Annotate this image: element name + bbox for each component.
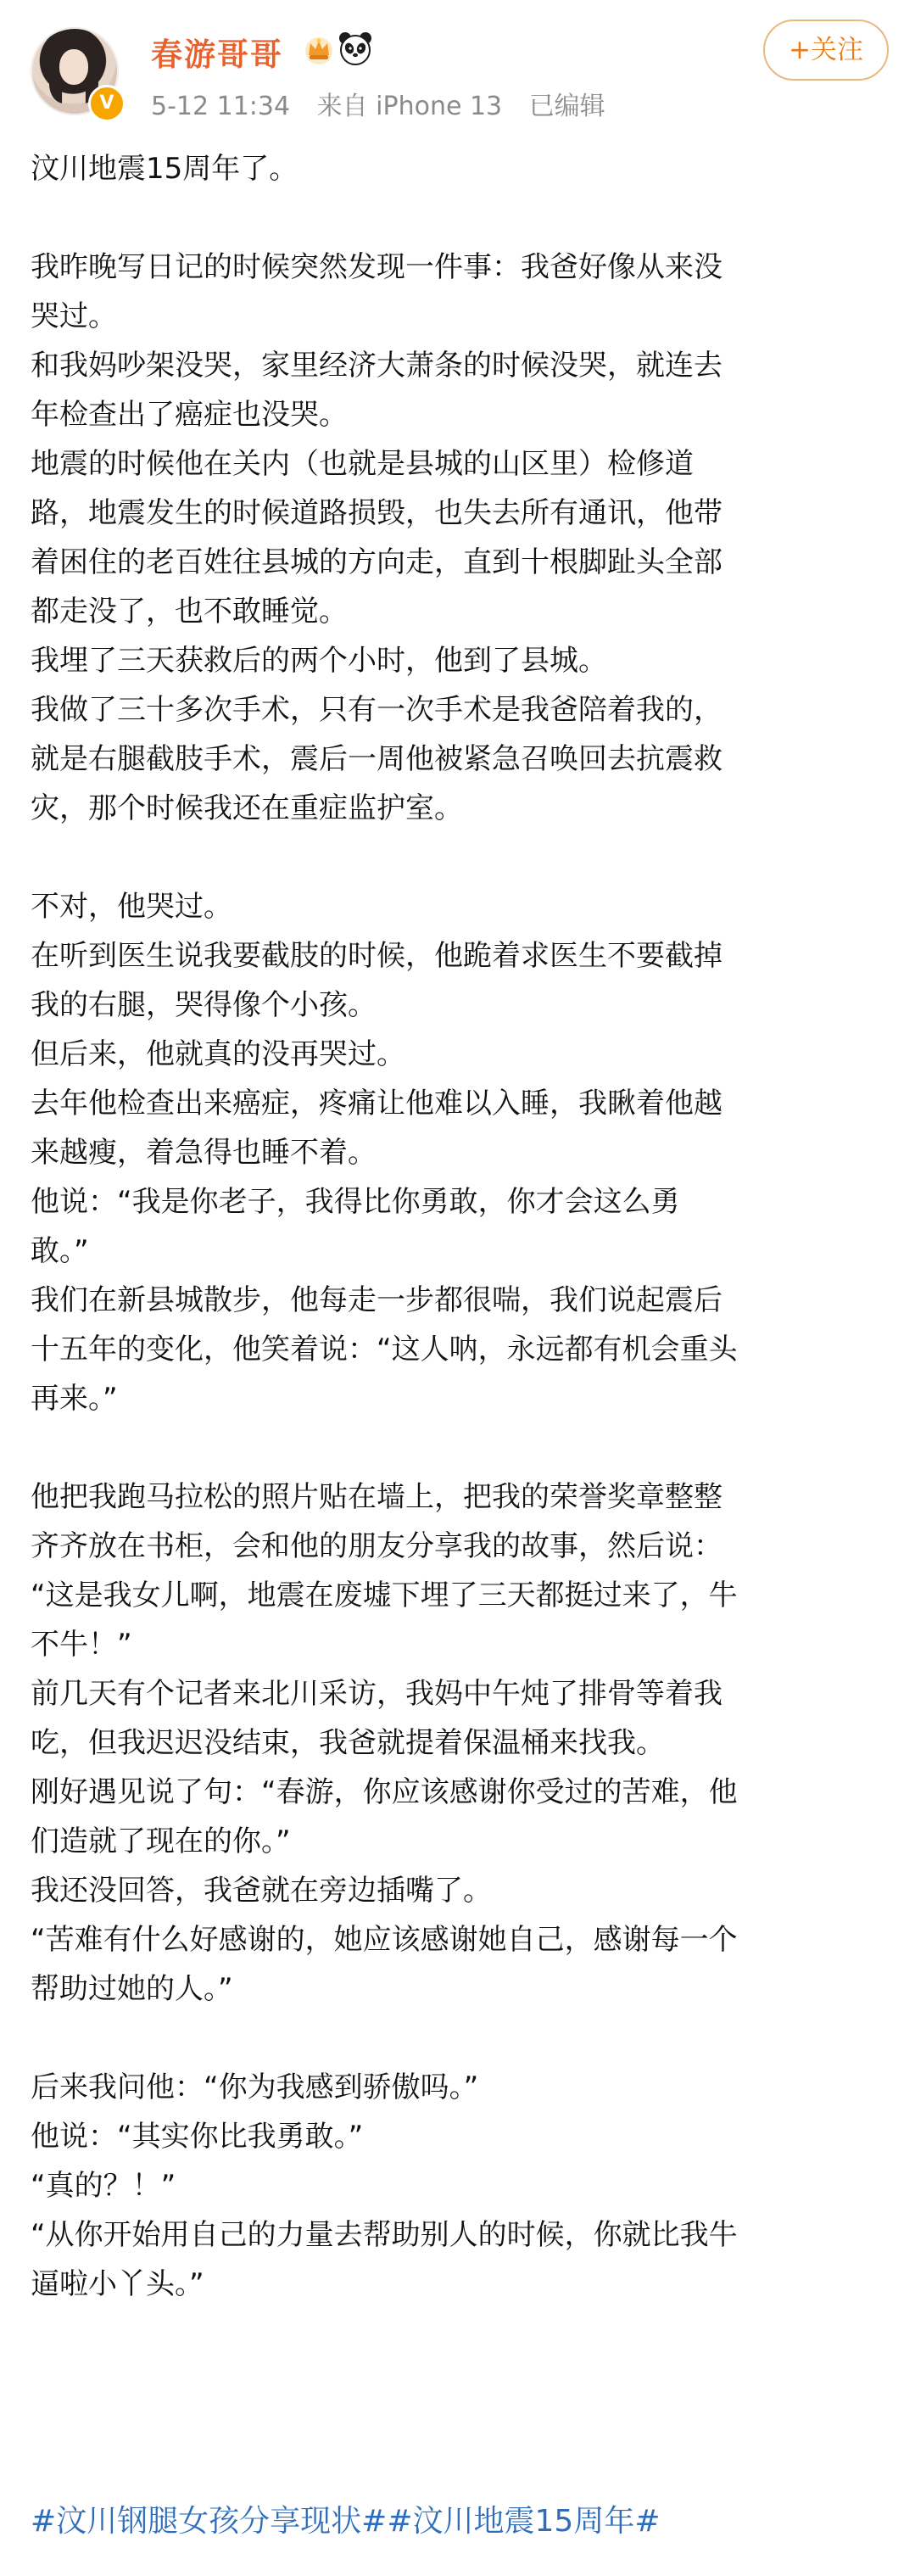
post-text-line: 在听到医生说我要截肢的时候，他跪着求医生不要截掉: [31, 939, 723, 973]
post-text-line: 刚好遇见说了句：“春游，你应该感谢你受过的苦难，他: [31, 1775, 738, 1809]
paragraph-spacer: [31, 193, 887, 243]
post-text-line: “从你开始用自己的力量去帮助别人的时候，你就比我牛: [31, 2218, 738, 2252]
author-name[interactable]: 春游哥哥: [151, 36, 283, 73]
post-text-line: 灾，那个时候我还在重症监护室。: [31, 791, 463, 825]
verified-badge-icon: V: [88, 85, 126, 122]
post-text-line: 我埋了三天获救后的两个小时，他到了县城。: [31, 644, 607, 678]
post-text-line: 他说：“我是你老子，我得比你勇敢，你才会这么勇: [31, 1185, 680, 1219]
post-text-line: 齐齐放在书柜，会和他的朋友分享我的故事，然后说：: [31, 1529, 723, 1563]
post-text-line: 着困住的老百姓往县城的方向走，直到十根脚趾头全部: [31, 545, 723, 579]
edited-label[interactable]: 已编辑: [528, 92, 605, 121]
post-text-line: 我还没回答，我爸就在旁边插嘴了。: [31, 1874, 492, 1908]
post-text-line: 我的右腿，哭得像个小孩。: [31, 988, 377, 1022]
post-text-line: “这是我女儿啊，地震在废墟下埋了三天都挺过来了，牛: [31, 1579, 738, 1612]
post-text-line: 就是右腿截肢手术，震后一周他被紧急召唤回去抗震救: [31, 742, 723, 776]
hashtag-link[interactable]: #汶川地震15周年#: [387, 2504, 661, 2539]
post-header: [0, 0, 915, 136]
panda-icon: [338, 31, 373, 66]
post-text-line: 地震的时候他在关内（也就是县城的山区里）检修道: [31, 447, 694, 481]
post-text-line: 年检查出了癌症也没哭。: [31, 398, 348, 432]
post-text-line: 后来我问他：“你为我感到骄傲吗。”: [31, 2070, 479, 2104]
post-text-line: 都走没了，也不敢睡觉。: [31, 595, 348, 629]
follow-button[interactable]: +关注: [763, 20, 889, 81]
paragraph-spacer: [31, 2014, 887, 2063]
post-text-line: 我昨晚写日记的时候突然发现一件事：我爸好像从来没: [31, 250, 723, 284]
post-text-line: 他把我跑马拉松的照片贴在墙上，把我的荣誉奖章整整: [31, 1480, 723, 1514]
post-text-line: “真的？！”: [31, 2169, 176, 2203]
post-text-line: 十五年的变化，他笑着说：“这人呐，永远都有机会重头: [31, 1333, 738, 1366]
hashtag-link[interactable]: #汶川钢腿女孩分享现状#: [31, 2504, 388, 2539]
post-text-line: 逼啦小丫头。”: [31, 2267, 204, 2301]
post-text-line: 帮助过她的人。”: [31, 1972, 233, 2006]
post-text-line: 他说：“其实你比我勇敢。”: [31, 2120, 364, 2154]
avatar-face: [59, 49, 88, 85]
post-text-line: 们造就了现在的你。”: [31, 1824, 291, 1858]
post-text-line: 路，地震发生的时候道路损毁，也失去所有通讯，他带: [31, 496, 723, 530]
post-text-line: 前几天有个记者来北川采访，我妈中午炖了排骨等着我: [31, 1677, 723, 1711]
post-text-line: 不牛！”: [31, 1628, 132, 1662]
post-text-line: “苦难有什么好感谢的，她应该感谢她自己，感谢每一个: [31, 1923, 738, 1957]
post-text-line: 不对，他哭过。: [31, 890, 232, 924]
hashtag-row: [31, 2501, 660, 2543]
post-content: [31, 144, 887, 2309]
paragraph-spacer: [31, 833, 887, 882]
crown-icon: [302, 32, 336, 66]
post-text-line: 吃，但我迟迟没结束，我爸就提着保温桶来找我。: [31, 1726, 665, 1760]
post-text-line: 但后来，他就真的没再哭过。: [31, 1037, 405, 1071]
post-text-line: 我们在新县城散步，他每走一步都很喘，我们说起震后: [31, 1283, 723, 1317]
post-text-line: 来越瘦，着急得也睡不着。: [31, 1136, 377, 1170]
post-text-line: 汶川地震15周年了。: [31, 152, 298, 186]
post-text-line: 哭过。: [31, 299, 117, 333]
post-text-line: 和我妈吵架没哭，家里经济大萧条的时候没哭，就连去: [31, 349, 723, 383]
post-text-line: 去年他检查出来癌症，疼痛让他难以入睡，我瞅着他越: [31, 1087, 723, 1120]
post-time: 5-12 11:34: [151, 92, 291, 121]
post-meta: [151, 85, 624, 122]
post-source: 来自 iPhone 13: [316, 92, 503, 121]
post-text-line: 我做了三十多次手术，只有一次手术是我爸陪着我的，: [31, 693, 723, 727]
paragraph-spacer: [31, 1423, 887, 1472]
post-text-line: 再来。”: [31, 1382, 118, 1416]
post-text-line: 敢。”: [31, 1234, 89, 1268]
